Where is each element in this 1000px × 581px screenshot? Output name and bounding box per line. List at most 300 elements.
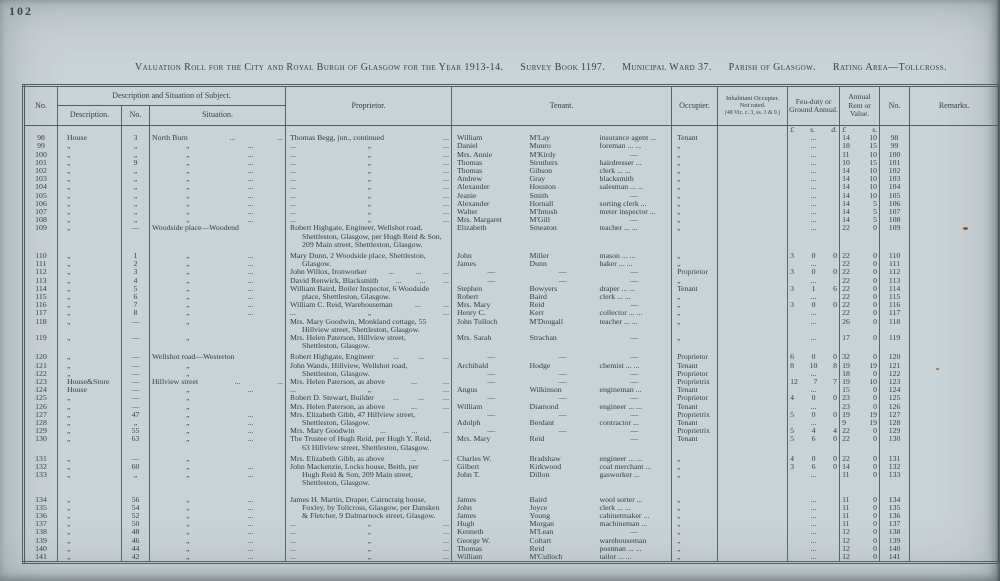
cell-tenant-forename: William xyxy=(452,403,528,411)
cell-tenant-surname xyxy=(528,479,598,487)
cell-situation: „ ... xyxy=(150,200,286,208)
cell-house-no: „ xyxy=(122,192,150,200)
cell-house-no: 42 xyxy=(122,553,150,563)
cell-tenant-forename: Hugh xyxy=(452,520,528,528)
cell-occupier: Proprietor xyxy=(672,350,718,361)
cell-occupier: „ xyxy=(672,309,718,317)
cell-occupier: Tenant xyxy=(672,386,718,394)
cell-situation: „ xyxy=(150,452,286,463)
cell-description: „ xyxy=(58,452,122,463)
cell-tenant-surname: Reid xyxy=(529,435,545,444)
title-main: Valuation Roll for the City and Royal Burgh of Glasgow for the Year 1913-14. xyxy=(135,62,504,73)
title-municipal-ward: Municipal Ward 37. xyxy=(622,62,712,73)
cell-situation: „ ... xyxy=(150,175,286,183)
cell-tenant-occupation: — xyxy=(630,191,639,200)
cell-tenant-surname: Berdant xyxy=(529,419,555,428)
cell-proprietor: ... „ ... xyxy=(286,151,452,159)
cell-feu-duty: 5 4 4 xyxy=(788,427,840,435)
cell-tenant-occupation: chemist ... ... xyxy=(599,361,640,370)
cell-description: „ xyxy=(58,403,122,411)
cell-proprietor: ... „ ... xyxy=(286,553,452,563)
cell-house-no: 60 xyxy=(122,463,150,471)
cell-feu-duty: ... xyxy=(788,553,840,563)
cell-inhabitant-occupier xyxy=(718,192,788,200)
cell-feu-duty: ... xyxy=(788,183,840,191)
table-row xyxy=(24,183,999,191)
cell-situation: „ ... xyxy=(150,553,286,563)
cell-inhabitant-occupier xyxy=(718,216,788,224)
cell-feu-duty: ... xyxy=(788,293,840,301)
cell-remarks xyxy=(910,528,999,536)
cell-entry-no-left xyxy=(24,233,58,241)
cell-feu-duty xyxy=(788,233,840,241)
cell-situation: „ ... xyxy=(150,427,286,435)
cell-proprietor: ... „ ... xyxy=(286,208,452,216)
table-row xyxy=(24,326,999,334)
cell-feu-duty: 3 0 0 xyxy=(788,249,840,260)
cell-remarks xyxy=(910,435,999,443)
cell-tenant-surname xyxy=(528,233,598,241)
cell-house-no: 3 xyxy=(122,134,150,142)
cell-situation: „ xyxy=(150,362,286,370)
cell-entry-no-left: 102 xyxy=(35,167,47,176)
cell-feu-duty: ... xyxy=(788,309,840,317)
cell-occupier: „ xyxy=(672,463,718,471)
cell-situation: „ xyxy=(150,370,286,378)
cell-annual-rent: 11 0 xyxy=(840,488,880,504)
cell-feu-duty: 6 0 0 xyxy=(788,350,840,361)
cell-entry-no-left: 124 xyxy=(35,386,47,395)
table-row xyxy=(24,471,999,479)
cell-tenant-surname: — xyxy=(558,369,567,378)
cell-feu-duty: ... xyxy=(788,200,840,208)
cell-entry-no-right: 134 xyxy=(880,488,910,504)
cell-entry-no-right: 130 xyxy=(880,435,910,443)
cell-entry-no-right: 127 xyxy=(880,411,910,419)
cell-tenant-forename: Thomas xyxy=(452,167,528,175)
cell-feu-duty: £ s. d. xyxy=(788,126,840,135)
cell-entry-no-right: 110 xyxy=(880,249,910,260)
cell-entry-no-right: 133 xyxy=(880,471,910,479)
cell-occupier: „ xyxy=(672,142,718,150)
cell-proprietor: Robert Highgate, Engineer ... ... ... xyxy=(286,350,452,361)
cell-tenant-occupation: — xyxy=(630,410,639,419)
table-row xyxy=(24,200,999,208)
cell-occupier: „ xyxy=(672,175,718,183)
cell-tenant-surname: Houston xyxy=(529,183,556,192)
cell-entry-no-left: 108 xyxy=(35,216,47,225)
cell-occupier: „ xyxy=(672,216,718,224)
cell-feu-duty: ... xyxy=(788,134,840,142)
cell-tenant-forename: Robert xyxy=(452,293,528,301)
cell-tenant-forename: Jeanie xyxy=(452,192,528,200)
cell-occupier: „ xyxy=(672,260,718,268)
table-row xyxy=(24,419,999,427)
cell-situation: „ xyxy=(150,334,286,342)
cell-occupier: Proprietrix xyxy=(672,378,718,386)
cell-entry-no-right: 113 xyxy=(880,277,910,285)
cell-entry-no-left: 114 xyxy=(35,284,47,293)
cell-house-no xyxy=(122,326,150,334)
cell-tenant-surname: Baird xyxy=(529,494,547,504)
title-parish: Parish of Glasgow. xyxy=(728,62,817,73)
cell-remarks xyxy=(910,403,999,411)
cell-annual-rent xyxy=(840,241,880,249)
cell-tenant-surname xyxy=(528,444,598,452)
cell-occupier: Proprietor xyxy=(672,370,718,378)
cell-entry-no-left xyxy=(24,241,58,249)
cell-description: „ xyxy=(58,435,122,443)
cell-entry-no-right xyxy=(880,126,910,135)
cell-tenant-forename: — xyxy=(452,370,528,378)
cell-remarks xyxy=(910,545,999,553)
cell-inhabitant-occupier xyxy=(718,301,788,309)
cell-house-no: — xyxy=(122,334,150,342)
cell-feu-duty: ... xyxy=(788,175,840,183)
cell-proprietor: Mrs. Elizabeth Gibb, as above ... ... xyxy=(286,452,452,463)
cell-entry-no-left: 113 xyxy=(35,276,47,285)
cell-description: „ xyxy=(58,463,122,471)
cell-proprietor: Hugh Reid & Son, 209 Main street, xyxy=(286,471,452,479)
cell-occupier xyxy=(672,479,718,487)
cell-description: „ xyxy=(58,394,122,402)
cell-inhabitant-occupier xyxy=(718,427,788,435)
cell-annual-rent: 14 5 xyxy=(840,216,880,224)
cell-remarks xyxy=(910,159,999,167)
cell-tenant-occupation: — xyxy=(630,334,639,343)
cell-situation xyxy=(150,326,286,334)
cell-occupier xyxy=(672,342,718,350)
cell-tenant-forename: — xyxy=(452,394,528,402)
cell-tenant-surname: Smeaton xyxy=(529,224,557,233)
cell-tenant-forename: Elizabeth xyxy=(452,224,528,232)
cell-tenant-forename: Angus xyxy=(452,386,528,394)
cell-occupier: „ xyxy=(672,504,718,512)
cell-tenant-forename: John xyxy=(452,504,528,512)
cell-entry-no-left: 133 xyxy=(35,471,47,480)
cell-inhabitant-occupier xyxy=(718,350,788,361)
table-row xyxy=(24,479,999,487)
cell-tenant-surname: M'Dougall xyxy=(529,317,563,326)
cell-remarks xyxy=(910,350,999,361)
cell-house-no: — xyxy=(122,362,150,370)
cell-tenant-occupation: — xyxy=(630,301,639,310)
cell-entry-no-left: 107 xyxy=(35,208,47,217)
cell-feu-duty: ... xyxy=(788,167,840,175)
cell-tenant-occupation xyxy=(598,342,672,350)
cell-remarks xyxy=(910,342,999,350)
cell-remarks xyxy=(910,285,999,293)
cell-inhabitant-occupier xyxy=(718,200,788,208)
cell-proprietor: Mrs. Elizabeth Gibb, 47 Hillview street, xyxy=(286,411,452,419)
cell-annual-rent: 22 0 xyxy=(840,268,880,276)
cell-tenant-forename: — xyxy=(452,378,528,386)
cell-inhabitant-occupier xyxy=(718,342,788,350)
cell-proprietor: Foxley, by Tollcross, Glasgow, per Dansken xyxy=(286,504,452,512)
cell-tenant-occupation: teacher ... ... xyxy=(599,317,638,326)
cell-tenant-occupation xyxy=(598,444,672,452)
cell-entry-no-right: 109 xyxy=(880,224,910,232)
cell-occupier xyxy=(672,326,718,334)
cell-proprietor: ... „ ... xyxy=(286,192,452,200)
cell-tenant-forename: Gilbert xyxy=(452,463,528,471)
cell-remarks xyxy=(910,233,999,241)
cell-feu-duty: ... xyxy=(788,192,840,200)
cell-tenant-forename: Alexander xyxy=(452,183,528,191)
cell-occupier: „ xyxy=(672,200,718,208)
cell-house-no: — xyxy=(122,403,150,411)
cell-tenant-surname: Hodge xyxy=(529,361,551,370)
cell-remarks xyxy=(910,326,999,334)
cell-inhabitant-occupier xyxy=(718,463,788,471)
table-row xyxy=(24,268,999,276)
cell-inhabitant-occupier xyxy=(718,537,788,545)
cell-tenant-surname: Gibson xyxy=(529,167,553,176)
cell-occupier: „ xyxy=(672,537,718,545)
cell-description xyxy=(58,479,122,487)
cell-inhabitant-occupier xyxy=(718,167,788,175)
cell-description: „ xyxy=(58,427,122,435)
cell-proprietor: Shettleston, Glasgow. xyxy=(286,370,452,378)
header-description: Description. xyxy=(58,106,122,126)
cell-house-no: „ xyxy=(122,216,150,224)
cell-tenant-forename: James xyxy=(452,260,528,268)
cell-tenant-occupation: salesman ... ... xyxy=(599,183,644,192)
cell-proprietor: ... „ ... xyxy=(286,528,452,536)
cell-occupier: Proprietor xyxy=(672,394,718,402)
cell-inhabitant-occupier xyxy=(718,370,788,378)
cell-annual-rent: 11 10 xyxy=(840,151,880,159)
cell-proprietor: ... „ ... xyxy=(286,309,452,317)
cell-house-no: 44 xyxy=(122,545,150,553)
cell-entry-no-right: 138 xyxy=(880,528,910,536)
cell-tenant-forename: John xyxy=(452,249,528,260)
cell-tenant-surname: M'Lay xyxy=(529,134,550,143)
cell-description: „ xyxy=(58,208,122,216)
cell-house-no: 1 xyxy=(122,249,150,260)
cell-tenant-occupation xyxy=(598,126,672,135)
table-row xyxy=(24,134,999,142)
cell-entry-no-right xyxy=(880,326,910,334)
cell-annual-rent: 32 0 xyxy=(840,350,880,361)
cell-proprietor: ... „ ... xyxy=(286,183,452,191)
cell-tenant-occupation: collector ... ... xyxy=(599,309,643,318)
cell-house-no: 5 xyxy=(122,285,150,293)
cell-annual-rent: 22 0 xyxy=(840,224,880,232)
cell-remarks xyxy=(910,318,999,326)
table-row xyxy=(24,463,999,471)
cell-situation: „ ... xyxy=(150,142,286,150)
cell-entry-no-left: 120 xyxy=(35,352,47,362)
cell-entry-no-right: 121 xyxy=(880,362,910,370)
cell-tenant-forename: John Tulloch xyxy=(452,318,528,326)
header-proprietor: Proprietor. xyxy=(286,86,452,126)
cell-feu-duty: ... xyxy=(788,208,840,216)
table-row xyxy=(24,350,999,361)
cell-occupier: Proprietrix xyxy=(672,411,718,419)
cell-situation: „ ... xyxy=(150,504,286,512)
valuation-table-wrapper xyxy=(22,84,997,564)
cell-annual-rent: 19 10 xyxy=(840,378,880,386)
cell-occupier: Tenant xyxy=(672,285,718,293)
cell-situation: Woodside place—Woodend xyxy=(150,224,286,232)
cell-situation: „ ... xyxy=(150,277,286,285)
cell-occupier: Proprietrix xyxy=(672,427,718,435)
cell-tenant-forename xyxy=(452,126,528,135)
cell-occupier: „ xyxy=(672,151,718,159)
cell-remarks xyxy=(910,419,999,427)
cell-description: „ xyxy=(58,175,122,183)
cell-description: „ xyxy=(58,301,122,309)
cell-inhabitant-occupier xyxy=(718,386,788,394)
cell-remarks xyxy=(910,260,999,268)
cell-annual-rent: 14 10 xyxy=(840,192,880,200)
cell-entry-no-left: 116 xyxy=(35,301,47,310)
cell-remarks xyxy=(910,411,999,419)
table-row xyxy=(24,159,999,167)
cell-entry-no-right: 99 xyxy=(880,142,910,150)
cell-tenant-occupation: — xyxy=(630,394,639,403)
cell-tenant-surname: — xyxy=(558,352,567,362)
cell-tenant-occupation: teacher ... ... xyxy=(599,224,638,233)
cell-situation xyxy=(150,479,286,487)
cell-house-no: 8 xyxy=(122,309,150,317)
cell-proprietor: Mrs. Mary Goodwin ... ... ... xyxy=(286,427,452,435)
header-situation: Situation. xyxy=(150,106,286,126)
cell-entry-no-right: 115 xyxy=(880,293,910,301)
cell-proprietor: ... „ ... xyxy=(286,142,452,150)
cell-description: „ xyxy=(58,200,122,208)
cell-remarks xyxy=(910,175,999,183)
cell-feu-duty: 12 7 7 xyxy=(788,378,840,386)
cell-tenant-surname: Bowyers xyxy=(529,284,558,293)
cell-house-no: — xyxy=(122,378,150,386)
cell-house-no: 56 xyxy=(122,488,150,504)
cell-tenant-surname: Young xyxy=(529,512,550,521)
cell-house-no: — xyxy=(122,318,150,326)
cell-occupier: „ xyxy=(672,301,718,309)
cell-proprietor: Robert Highgate, Engineer, Wellshot road, xyxy=(286,224,452,232)
cell-feu-duty: ... xyxy=(788,520,840,528)
cell-tenant-occupation: — xyxy=(630,352,639,362)
cell-occupier: „ xyxy=(672,512,718,520)
table-row xyxy=(24,260,999,268)
cell-entry-no-right: 112 xyxy=(880,268,910,276)
cell-situation: „ ... xyxy=(150,386,286,394)
cell-feu-duty: ... xyxy=(788,260,840,268)
cell-inhabitant-occupier xyxy=(718,268,788,276)
cell-proprietor: ... „ ... xyxy=(286,167,452,175)
cell-entry-no-right: 111 xyxy=(880,260,910,268)
cell-description: „ xyxy=(58,167,122,175)
cell-feu-duty: ... xyxy=(788,471,840,479)
cell-situation xyxy=(150,342,286,350)
header-annual-rent: Annual Rent or Value. xyxy=(840,86,880,126)
cell-proprietor: Mrs. Helen Paterson, Hillview street, xyxy=(286,334,452,342)
cell-tenant-occupation: foreman ... ... xyxy=(599,142,642,151)
cell-description: „ xyxy=(58,151,122,159)
cell-annual-rent: 17 0 xyxy=(840,334,880,342)
cell-inhabitant-occupier xyxy=(718,553,788,563)
table-row xyxy=(24,301,999,309)
cell-tenant-occupation: blacksmith xyxy=(599,175,634,184)
cell-remarks xyxy=(910,151,999,159)
cell-entry-no-right: 141 xyxy=(880,553,910,563)
table-row xyxy=(24,386,999,394)
cell-entry-no-right: 102 xyxy=(880,167,910,175)
cell-proprietor: John Wands, Hillview, Wellshot road, xyxy=(286,362,452,370)
cell-situation: „ ... xyxy=(150,512,286,520)
table-row xyxy=(24,192,999,200)
cell-entry-no-left: 140 xyxy=(35,544,47,553)
cell-tenant-occupation: cabinetmaker ... xyxy=(599,512,650,521)
cell-annual-rent: 18 15 xyxy=(840,142,880,150)
header-inhabitant-occupier: Inhabitant Occupier. Not rated. (48 Vic. c. 3, ss. 3 & 9.) xyxy=(718,86,788,126)
cell-occupier: „ xyxy=(672,553,718,563)
cell-house-no: 3 xyxy=(122,268,150,276)
cell-feu-duty xyxy=(788,479,840,487)
cell-feu-duty: ... xyxy=(788,386,840,394)
cell-annual-rent: 14 0 xyxy=(840,463,880,471)
cell-annual-rent: 14 5 xyxy=(840,200,880,208)
cell-situation: „ ... xyxy=(150,411,286,419)
cell-house-no: 55 xyxy=(122,427,150,435)
cell-occupier: „ xyxy=(672,528,718,536)
cell-proprietor: Mrs. Helen Paterson, as above ... ... xyxy=(286,403,452,411)
cell-description xyxy=(58,241,122,249)
table-row xyxy=(24,216,999,224)
cell-proprietor: Glasgow. xyxy=(286,260,452,268)
cell-proprietor: place, Shettleston, Glasgow. xyxy=(286,293,452,301)
cell-description: „ xyxy=(58,419,122,427)
cell-inhabitant-occupier xyxy=(718,151,788,159)
cell-description: „ xyxy=(58,471,122,479)
cell-description xyxy=(58,444,122,452)
table-row xyxy=(24,411,999,419)
cell-entry-no-right: 129 xyxy=(880,427,910,435)
cell-entry-no-right: 103 xyxy=(880,175,910,183)
cell-tenant-occupation: draper ... ... xyxy=(599,284,636,293)
cell-tenant-occupation: warehouseman xyxy=(599,536,647,545)
table-row xyxy=(24,512,999,520)
cell-occupier xyxy=(672,233,718,241)
table-row xyxy=(24,285,999,293)
cell-annual-rent: 14 5 xyxy=(840,208,880,216)
paper-stain xyxy=(936,368,939,370)
cell-tenant-forename: Thomas xyxy=(452,159,528,167)
cell-entry-no-right xyxy=(880,479,910,487)
cell-entry-no-right: 120 xyxy=(880,350,910,361)
cell-proprietor: John Mackenzie, Locks house, Beith, per xyxy=(286,463,452,471)
cell-entry-no-right: 128 xyxy=(880,419,910,427)
cell-occupier: „ xyxy=(672,224,718,232)
cell-tenant-forename: Daniel xyxy=(452,142,528,150)
cell-house-no: — xyxy=(122,386,150,394)
cell-tenant-occupation: contractor ... xyxy=(599,419,639,428)
cell-occupier xyxy=(672,241,718,249)
cell-tenant-surname: Bradshaw xyxy=(529,453,561,463)
cell-entry-no-left: 100 xyxy=(35,150,47,159)
cell-tenant-forename: William xyxy=(452,134,528,142)
cell-entry-no-right: 139 xyxy=(880,537,910,545)
cell-feu-duty xyxy=(788,241,840,249)
cell-situation: „ ... xyxy=(150,249,286,260)
cell-tenant-forename: Andrew xyxy=(452,175,528,183)
cell-situation: „ ... xyxy=(150,435,286,443)
cell-situation: „ ... xyxy=(150,159,286,167)
cell-entry-no-left: 138 xyxy=(35,528,47,537)
cell-tenant-occupation: engineer ... ... xyxy=(599,453,642,463)
